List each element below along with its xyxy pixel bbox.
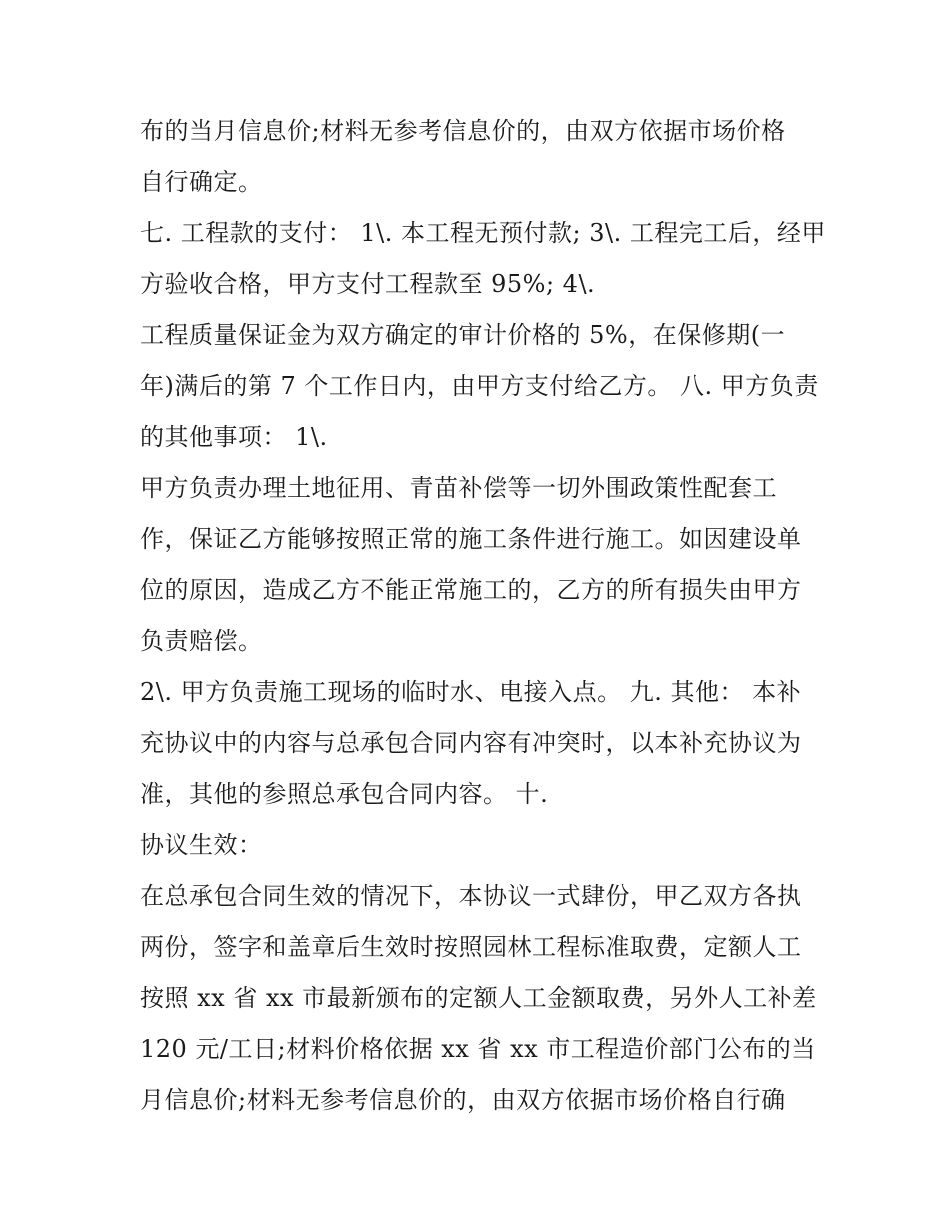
text-line: 负责赔偿。 [140,627,263,655]
text-line: 按照 xx 省 xx 市最新颁布的定额人工金额取费，另外人工补差 [140,984,817,1012]
text-line: 工程质量保证金为双方确定的审计价格的 5%，在保修期(一 [140,321,786,349]
text-line: 位的原因，造成乙方不能正常施工的，乙方的所有损失由甲方 [140,576,802,604]
text-line: 2\. 甲方负责施工现场的临时水、电接入点。 九. 其他： 本补 [140,678,802,706]
text-line: 布的当月信息价;材料无参考信息价的，由双方依据市场价格 [140,117,786,145]
text-line: 协议生效： [140,831,263,859]
text-line: 月信息价;材料无参考信息价的，由双方依据市场价格自行确 [140,1086,786,1114]
text-line: 两份，签字和盖章后生效时按照园林工程标准取费，定额人工 [140,933,802,961]
text-line: 甲方负责办理土地征用、青苗补偿等一切外围政策性配套工 [140,474,777,502]
text-line: 七. 工程款的支付： 1\. 本工程无预付款; 3\. 工程完工后，经甲 [140,219,826,247]
text-line: 年)满后的第 7 个工作日内，由甲方支付给乙方。 八. 甲方负责 [140,372,819,400]
text-line: 在总承包合同生效的情况下，本协议一式肆份，甲乙双方各执 [140,882,802,910]
text-line: 作，保证乙方能够按照正常的施工条件进行施工。如因建设单 [140,525,802,553]
text-line: 120 元/工日;材料价格依据 xx 省 xx 市工程造价部门公布的当 [140,1035,816,1063]
text-line: 准，其他的参照总承包合同内容。 十. [140,780,549,808]
text-line: 充协议中的内容与总承包合同内容有冲突时，以本补充协议为 [140,729,802,757]
text-line: 自行确定。 [140,168,263,196]
text-line: 的其他事项： 1\. [140,423,328,451]
text-line: 方验收合格，甲方支付工程款至 95%; 4\. [140,270,596,298]
document-body [140,106,826,1126]
